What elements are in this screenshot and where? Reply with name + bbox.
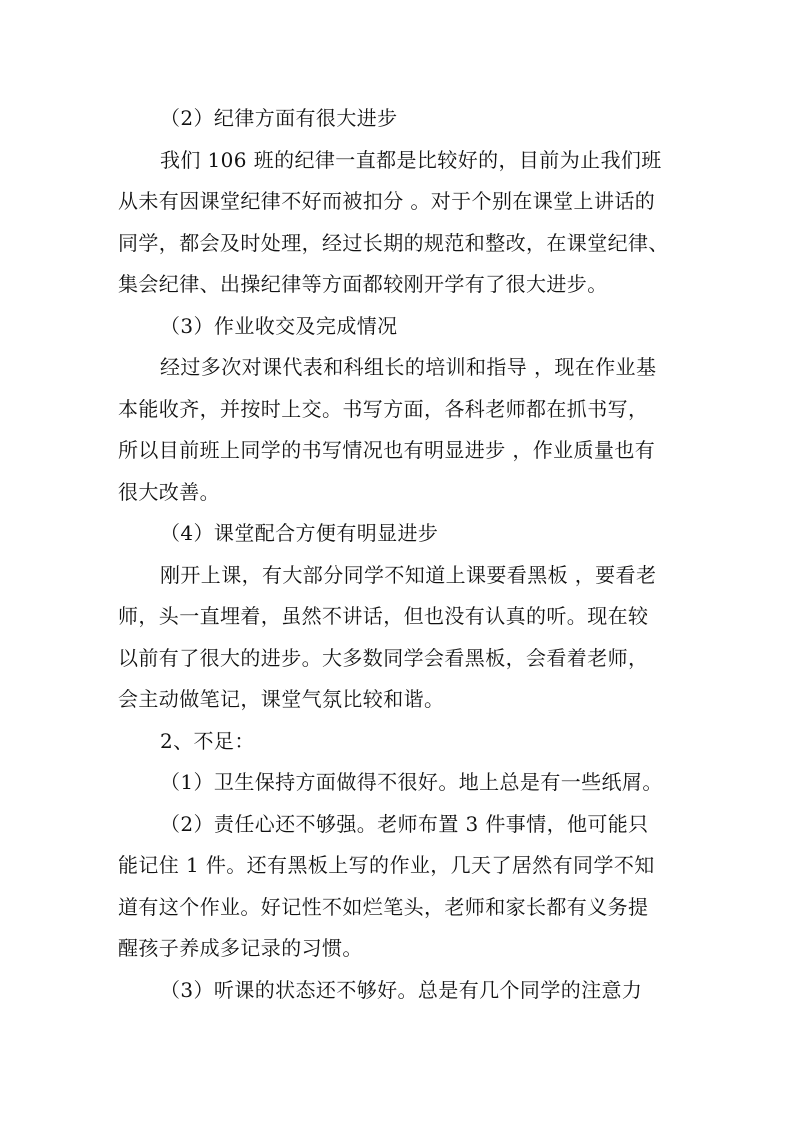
section-heading-homework: （3）作业收交及完成情况 <box>160 313 398 338</box>
paragraph-line: 从未有因课堂纪律不好而被扣分 。对于个别在课堂上讲话的 <box>118 189 656 213</box>
paragraph-line: 能记住 1 件。还有黑板上写的作业，几天了居然有同学不知 <box>118 853 655 877</box>
paragraph-line: （2）责任心还不够强。老师布置 3 件事情，他可能只 <box>160 811 649 836</box>
paragraph-line: 道有这个作业。好记性不如烂笔头，老师和家长都有义务提 <box>118 894 649 919</box>
paragraph-line: 师，头一直埋着，虽然不讲话，但也没有认真的听。现在较 <box>118 604 649 628</box>
paragraph-line: 刚开上课，有大部分同学不知道上课要看黑板 ，要看老 <box>160 562 657 587</box>
paragraph-line: 以前有了很大的进步。大多数同学会看黑板，会看着老师， <box>118 645 649 670</box>
paragraph-line: 集会纪律、出操纪律等方面都较刚开学有了很大进步。 <box>118 272 608 296</box>
paragraph-line: 我们 106 班的纪律一直都是比较好的，目前为止我们班 <box>160 147 662 172</box>
paragraph-line: 会主动做笔记，课堂气氛比较和谐。 <box>118 687 445 711</box>
paragraph-line: 本能收齐，并按时上交。书写方面，各科老师都在抓书写， <box>118 396 649 421</box>
paragraph-line: 所以目前班上同学的书写情况也有明显进步 ，作业质量也有 <box>118 438 656 462</box>
paragraph-line: （1）卫生保持方面做得不很好。地上总是有一些纸屑。 <box>160 770 663 794</box>
section-heading-shortcomings: 2、不足： <box>160 728 255 753</box>
paragraph-line: （3）听课的状态还不够好。总是有几个同学的注意力 <box>160 977 643 1002</box>
paragraph-line: 经过多次对课代表和科组长的培训和指导 ，现在作业基 <box>160 355 657 379</box>
section-heading-classroom: （4）课堂配合方便有明显进步 <box>160 521 439 545</box>
paragraph-line: 很大改善。 <box>118 479 220 504</box>
paragraph-line: 醒孩子养成多记录的习惯。 <box>118 936 363 960</box>
document-body <box>118 98 683 1011</box>
section-heading-discipline: （2）纪律方面有很大进步 <box>160 106 398 130</box>
paragraph-line: 同学，都会及时处理，经过长期的规范和整改，在课堂纪律、 <box>118 230 669 255</box>
